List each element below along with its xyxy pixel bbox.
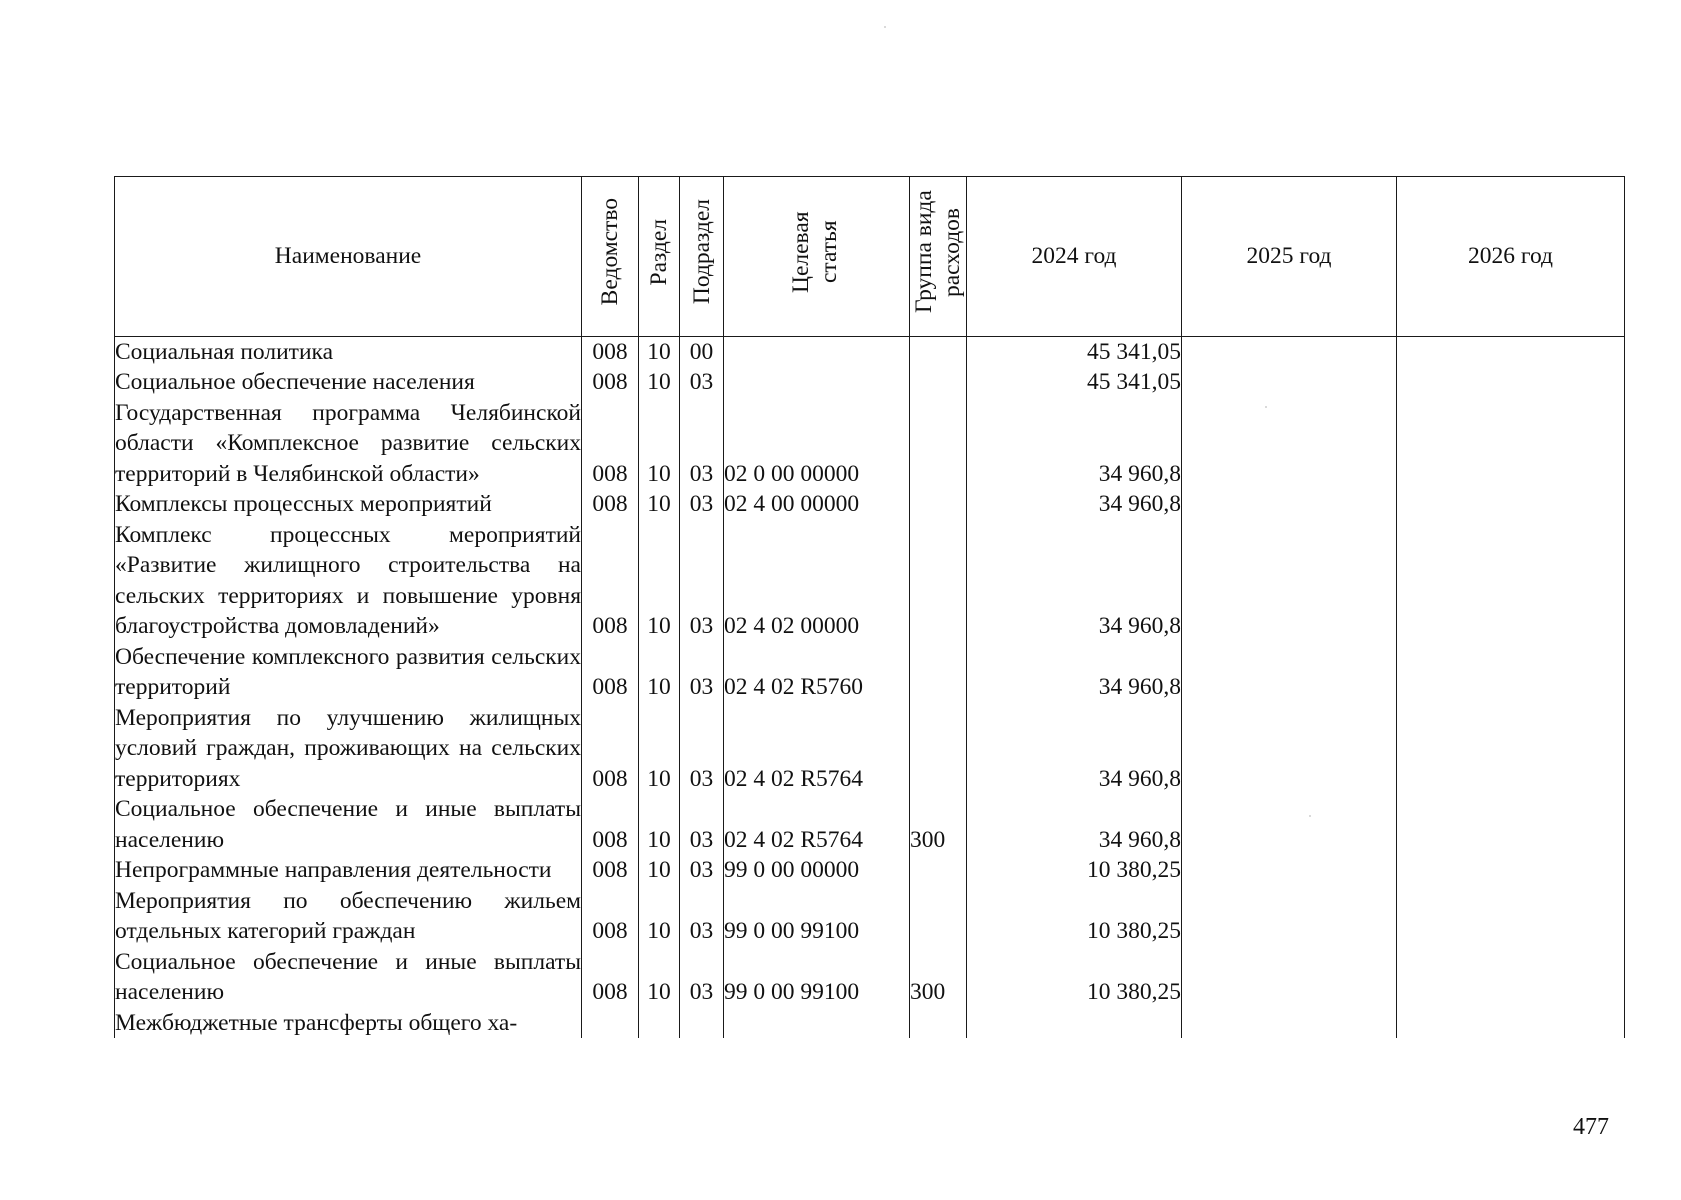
- cell-section: 10: [639, 703, 680, 795]
- cell-name: Социальное обеспечение населения: [115, 367, 582, 398]
- cell-2024: 10 380,25: [967, 886, 1182, 947]
- table-row: [115, 367, 1625, 398]
- cell-subsection: 03: [680, 794, 724, 855]
- cell-target: 02 4 02 R5764: [724, 794, 910, 855]
- table-body: [115, 336, 1625, 1038]
- cell-target: [724, 1008, 910, 1039]
- cell-2026: [1397, 703, 1625, 795]
- table-row: [115, 520, 1625, 642]
- cell-2025: [1182, 947, 1397, 1008]
- cell-dept: 008: [582, 886, 639, 947]
- cell-subsection: 03: [680, 947, 724, 1008]
- header-name: Наименование: [115, 177, 582, 337]
- table-row: [115, 886, 1625, 947]
- cell-expense-group: [910, 520, 967, 642]
- cell-name: Социальное обеспечение и иные выплаты населению: [115, 947, 582, 1008]
- cell-2025: [1182, 642, 1397, 703]
- cell-dept: 008: [582, 489, 639, 520]
- cell-target: 99 0 00 99100: [724, 886, 910, 947]
- cell-name: Непрограммные направления деятельности: [115, 855, 582, 886]
- cell-2024: 10 380,25: [967, 855, 1182, 886]
- cell-section: 10: [639, 642, 680, 703]
- cell-name: Комплексы процессных мероприятий: [115, 489, 582, 520]
- cell-section: 10: [639, 947, 680, 1008]
- scan-speck: [1309, 815, 1311, 817]
- cell-expense-group: [910, 886, 967, 947]
- cell-2025: [1182, 367, 1397, 398]
- cell-2024: 34 960,8: [967, 489, 1182, 520]
- cell-2025: [1182, 703, 1397, 795]
- cell-subsection: 03: [680, 489, 724, 520]
- cell-dept: 008: [582, 642, 639, 703]
- cell-2024: 10 380,25: [967, 947, 1182, 1008]
- cell-subsection: 03: [680, 520, 724, 642]
- table-row: [115, 947, 1625, 1008]
- cell-dept: [582, 1008, 639, 1039]
- cell-name: Комплекс процессных мероприятий «Развитие жилищного строительства на сельских территориях и повышение уровня благоустройства домовладений»: [115, 520, 582, 642]
- budget-table: [114, 176, 1625, 1038]
- cell-2026: [1397, 1008, 1625, 1039]
- cell-dept: 008: [582, 520, 639, 642]
- cell-section: 10: [639, 336, 680, 367]
- cell-subsection: 03: [680, 855, 724, 886]
- cell-expense-group: [910, 398, 967, 490]
- cell-name: Государственная программа Челябинской области «Комплексное развитие сельских территорий в Челябинской области»: [115, 398, 582, 490]
- cell-name: Мероприятия по обеспечению жильем отдельных категорий граждан: [115, 886, 582, 947]
- table-row: [115, 398, 1625, 490]
- header-expense-group: Группа вида расходов: [910, 177, 967, 337]
- cell-section: 10: [639, 520, 680, 642]
- cell-subsection: 03: [680, 886, 724, 947]
- cell-name: Обеспечение комплексного развития сельских территорий: [115, 642, 582, 703]
- page-number: 477: [1573, 1114, 1609, 1140]
- header-2025: 2025 год: [1182, 177, 1397, 337]
- cell-target: [724, 336, 910, 367]
- cell-expense-group: 300: [910, 794, 967, 855]
- cell-expense-group: [910, 703, 967, 795]
- cell-name: Социальное обеспечение и иные выплаты населению: [115, 794, 582, 855]
- cell-target: 02 4 00 00000: [724, 489, 910, 520]
- cell-expense-group: [910, 367, 967, 398]
- cell-target: 02 4 02 R5760: [724, 642, 910, 703]
- table-row: [115, 794, 1625, 855]
- cell-section: 10: [639, 855, 680, 886]
- cell-2025: [1182, 520, 1397, 642]
- cell-subsection: 03: [680, 703, 724, 795]
- cell-2025: [1182, 886, 1397, 947]
- cell-section: [639, 1008, 680, 1039]
- cell-2025: [1182, 398, 1397, 490]
- cell-dept: 008: [582, 703, 639, 795]
- cell-target: 02 0 00 00000: [724, 398, 910, 490]
- header-subsection: Подраздел: [680, 177, 724, 337]
- cell-expense-group: [910, 642, 967, 703]
- cell-2024: [967, 1008, 1182, 1039]
- table-row: [115, 855, 1625, 886]
- cell-target: [724, 367, 910, 398]
- table-row: [115, 1008, 1625, 1039]
- cell-2024: 34 960,8: [967, 398, 1182, 490]
- table-header-row: [115, 177, 1625, 337]
- cell-section: 10: [639, 794, 680, 855]
- cell-subsection: 03: [680, 398, 724, 490]
- cell-2025: [1182, 855, 1397, 886]
- cell-2026: [1397, 855, 1625, 886]
- cell-dept: 008: [582, 947, 639, 1008]
- cell-2026: [1397, 947, 1625, 1008]
- cell-section: 10: [639, 886, 680, 947]
- cell-expense-group: [910, 489, 967, 520]
- cell-2026: [1397, 367, 1625, 398]
- cell-2024: 45 341,05: [967, 367, 1182, 398]
- header-dept: Ведомство: [582, 177, 639, 337]
- cell-dept: 008: [582, 398, 639, 490]
- cell-dept: 008: [582, 367, 639, 398]
- cell-target: 02 4 02 R5764: [724, 703, 910, 795]
- cell-name: Межбюджетные трансферты общего ха-: [115, 1008, 582, 1039]
- cell-expense-group: 300: [910, 947, 967, 1008]
- cell-expense-group: [910, 336, 967, 367]
- cell-2026: [1397, 489, 1625, 520]
- cell-2026: [1397, 520, 1625, 642]
- table-row: [115, 703, 1625, 795]
- cell-2025: [1182, 1008, 1397, 1039]
- cell-2024: 34 960,8: [967, 794, 1182, 855]
- scan-speck: [884, 26, 886, 28]
- cell-expense-group: [910, 1008, 967, 1039]
- table-row: [115, 642, 1625, 703]
- cell-subsection: 03: [680, 367, 724, 398]
- cell-2026: [1397, 886, 1625, 947]
- cell-subsection: 00: [680, 336, 724, 367]
- header-2024: 2024 год: [967, 177, 1182, 337]
- cell-target: 99 0 00 99100: [724, 947, 910, 1008]
- cell-target: 02 4 02 00000: [724, 520, 910, 642]
- cell-2026: [1397, 398, 1625, 490]
- cell-subsection: 03: [680, 642, 724, 703]
- cell-2024: 34 960,8: [967, 703, 1182, 795]
- table-row: [115, 336, 1625, 367]
- cell-2025: [1182, 794, 1397, 855]
- scan-speck: [1265, 406, 1267, 408]
- cell-subsection: [680, 1008, 724, 1039]
- cell-target: 99 0 00 00000: [724, 855, 910, 886]
- header-2026: 2026 год: [1397, 177, 1625, 337]
- cell-2026: [1397, 642, 1625, 703]
- cell-name: Мероприятия по улучшению жилищных условий граждан, проживающих на сельских территориях: [115, 703, 582, 795]
- cell-section: 10: [639, 367, 680, 398]
- cell-name: Социальная политика: [115, 336, 582, 367]
- cell-expense-group: [910, 855, 967, 886]
- table-row: [115, 489, 1625, 520]
- cell-2026: [1397, 794, 1625, 855]
- cell-2026: [1397, 336, 1625, 367]
- cell-2025: [1182, 336, 1397, 367]
- cell-dept: 008: [582, 855, 639, 886]
- cell-2025: [1182, 489, 1397, 520]
- cell-dept: 008: [582, 336, 639, 367]
- cell-2024: 45 341,05: [967, 336, 1182, 367]
- header-target: Целевая статья: [724, 177, 910, 337]
- cell-section: 10: [639, 398, 680, 490]
- cell-dept: 008: [582, 794, 639, 855]
- cell-section: 10: [639, 489, 680, 520]
- cell-2024: 34 960,8: [967, 642, 1182, 703]
- cell-2024: 34 960,8: [967, 520, 1182, 642]
- header-section: Раздел: [639, 177, 680, 337]
